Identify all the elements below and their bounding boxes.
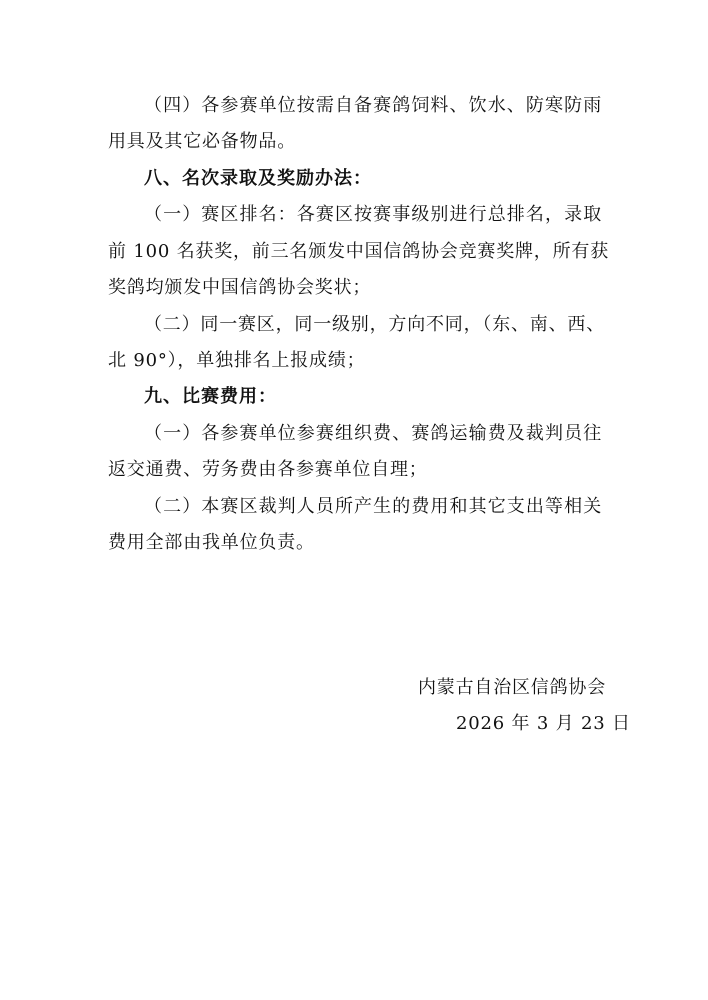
section9-item2-line2: 费用全部由我单位负责。 xyxy=(108,532,315,553)
section7-item4-line1: （四）各参赛单位按需自备赛鸽饲料、饮水、防寒防雨 xyxy=(144,95,602,116)
section9-item1-line2: 返交通费、劳务费由各参赛单位自理； xyxy=(108,459,428,480)
section8-item1-line3: 奖鸽均颁发中国信鸽协会奖状； xyxy=(108,277,372,298)
section7-item4-line2: 用具及其它必备物品。 xyxy=(108,131,296,152)
signature-organization: 内蒙古自治区信鸽协会 xyxy=(418,677,606,698)
section8-item1-line1: （一）赛区排名：各赛区按赛事级别进行总排名，录取 xyxy=(144,204,602,225)
section9-item2-line1: （二）本赛区裁判人员所产生的费用和其它支出等相关 xyxy=(144,496,602,517)
signature-date: 2026 年 3 月 23 日 xyxy=(456,713,631,734)
section8-item2-line1: （二）同一赛区，同一级别，方向不同，（东、南、西、 xyxy=(144,314,605,335)
section9-item1-line1: （一）各参赛单位参赛组织费、赛鸽运输费及裁判员往 xyxy=(144,423,602,444)
section8-item2-line2: 北 90°），单独排名上报成绩； xyxy=(108,350,366,371)
section9-heading: 九、比赛费用： xyxy=(144,386,277,407)
section8-heading: 八、名次录取及奖励办法： xyxy=(144,168,372,189)
section8-item1-line2: 前 100 名获奖，前三名颁发中国信鸽协会竞赛奖牌，所有获 xyxy=(108,241,609,262)
